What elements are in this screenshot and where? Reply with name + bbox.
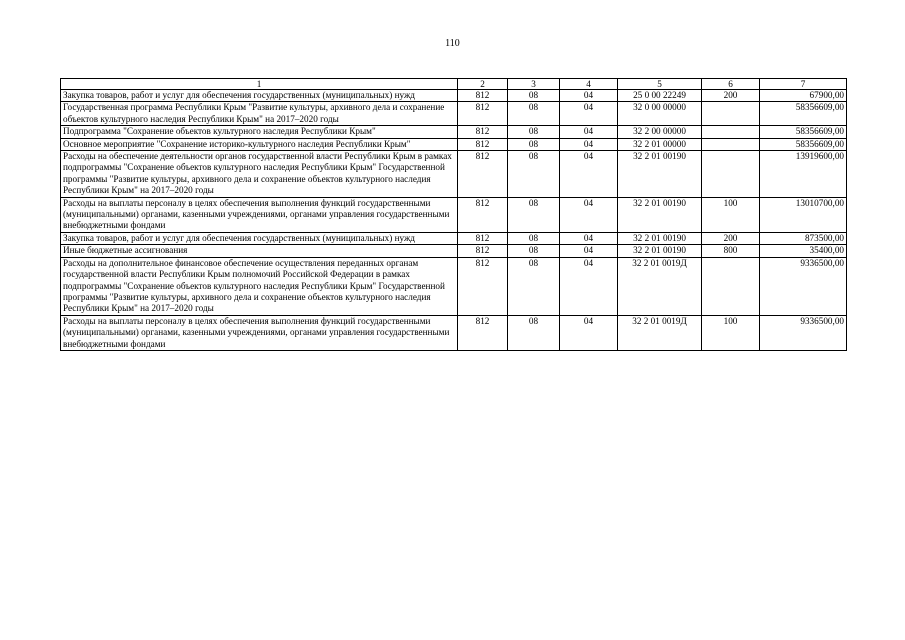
row-vr — [702, 138, 760, 150]
row-pr: 04 — [560, 102, 618, 126]
row-name: Подпрограмма "Сохранение объектов культурного наследия Республики Крым" — [61, 126, 458, 138]
row-vr — [702, 257, 760, 315]
row-rz: 08 — [508, 245, 560, 257]
row-pr: 04 — [560, 90, 618, 102]
page-number: 110 — [445, 38, 460, 49]
row-pr: 04 — [560, 315, 618, 350]
row-sum: 35400,00 — [760, 245, 847, 257]
row-pr: 04 — [560, 232, 618, 244]
header-cell: 2 — [458, 79, 508, 90]
row-name: Расходы на выплаты персоналу в целях обеспечения выполнения функций государственными (муниципальными) органами, казенными учреждениями, органами управления государственными внебюджетными фондами — [61, 315, 458, 350]
table-row — [61, 138, 847, 150]
row-vr: 100 — [702, 315, 760, 350]
row-csr: 32 2 01 00190 — [618, 232, 702, 244]
row-pr: 04 — [560, 245, 618, 257]
row-grbs: 812 — [458, 102, 508, 126]
row-csr: 32 0 00 00000 — [618, 102, 702, 126]
row-csr: 32 2 01 00000 — [618, 138, 702, 150]
row-name: Закупка товаров, работ и услуг для обеспечения государственных (муниципальных) нужд — [61, 90, 458, 102]
row-grbs: 812 — [458, 257, 508, 315]
row-rz: 08 — [508, 102, 560, 126]
row-vr: 200 — [702, 90, 760, 102]
row-name: Расходы на выплаты персоналу в целях обеспечения выполнения функций государственными (муниципальными) органами, казенными учреждениями, органами управления государственными внебюджетными фондами — [61, 197, 458, 232]
row-csr: 25 0 00 22249 — [618, 90, 702, 102]
header-cell: 3 — [508, 79, 560, 90]
row-rz: 08 — [508, 197, 560, 232]
row-vr: 800 — [702, 245, 760, 257]
row-csr: 32 2 01 0019Д — [618, 257, 702, 315]
row-vr — [702, 126, 760, 138]
row-grbs: 812 — [458, 90, 508, 102]
row-grbs: 812 — [458, 138, 508, 150]
row-rz: 08 — [508, 151, 560, 198]
row-csr: 32 2 01 00190 — [618, 151, 702, 198]
row-grbs: 812 — [458, 151, 508, 198]
row-grbs: 812 — [458, 197, 508, 232]
row-rz: 08 — [508, 257, 560, 315]
table-row — [61, 151, 847, 198]
budget-table — [60, 78, 847, 351]
row-sum: 58356609,00 — [760, 138, 847, 150]
table-row — [61, 197, 847, 232]
row-pr: 04 — [560, 257, 618, 315]
row-vr — [702, 151, 760, 198]
row-sum: 58356609,00 — [760, 126, 847, 138]
row-vr — [702, 102, 760, 126]
header-row — [61, 79, 847, 90]
row-sum: 873500,00 — [760, 232, 847, 244]
row-pr: 04 — [560, 151, 618, 198]
row-sum: 9336500,00 — [760, 315, 847, 350]
row-rz: 08 — [508, 126, 560, 138]
row-grbs: 812 — [458, 126, 508, 138]
header-cell: 6 — [702, 79, 760, 90]
table-row — [61, 315, 847, 350]
row-pr: 04 — [560, 138, 618, 150]
row-sum: 58356609,00 — [760, 102, 847, 126]
row-sum: 13919600,00 — [760, 151, 847, 198]
row-pr: 04 — [560, 126, 618, 138]
row-rz: 08 — [508, 232, 560, 244]
row-csr: 32 2 01 0019Д — [618, 315, 702, 350]
row-sum: 9336500,00 — [760, 257, 847, 315]
row-csr: 32 2 01 00190 — [618, 197, 702, 232]
row-name: Иные бюджетные ассигнования — [61, 245, 458, 257]
row-name: Расходы на обеспечение деятельности органов государственной власти Республики Крым в рамках подпрограммы "Сохранение объектов культурного наследия Республики Крым" Государственной программы "Развитие культуры, архивного дела и сохранение объектов культурного наследия Республики Крым" на 2017–2020 годы — [61, 151, 458, 198]
row-rz: 08 — [508, 138, 560, 150]
row-name: Закупка товаров, работ и услуг для обеспечения государственных (муниципальных) нужд — [61, 232, 458, 244]
header-cell: 1 — [61, 79, 458, 90]
row-pr: 04 — [560, 197, 618, 232]
row-grbs: 812 — [458, 245, 508, 257]
header-cell: 4 — [560, 79, 618, 90]
table-row — [61, 90, 847, 102]
row-csr: 32 2 01 00190 — [618, 245, 702, 257]
row-name: Расходы на дополнительное финансовое обеспечение осуществления переданных органам государственной власти Республики Крым полномочий Российской Федерации в рамках подпрограммы "Сохранение объектов культурного наследия Республики Крым" Государственной программы "Развитие культуры, архивного дела и сохранение объектов культурного наследия Республики Крым" на 2017–2020 годы — [61, 257, 458, 315]
row-name: Основное мероприятие "Сохранение историко-культурного наследия Республики Крым" — [61, 138, 458, 150]
row-csr: 32 2 00 00000 — [618, 126, 702, 138]
row-name: Государственная программа Республики Крым "Развитие культуры, архивного дела и сохранение объектов культурного наследия Республики Крым" на 2017–2020 годы — [61, 102, 458, 126]
table-row — [61, 126, 847, 138]
row-rz: 08 — [508, 90, 560, 102]
row-vr: 200 — [702, 232, 760, 244]
row-grbs: 812 — [458, 315, 508, 350]
row-sum: 13010700,00 — [760, 197, 847, 232]
table-row — [61, 245, 847, 257]
row-grbs: 812 — [458, 232, 508, 244]
table-row — [61, 102, 847, 126]
table-row — [61, 257, 847, 315]
table-row — [61, 232, 847, 244]
row-sum: 67900,00 — [760, 90, 847, 102]
header-cell: 7 — [760, 79, 847, 90]
row-rz: 08 — [508, 315, 560, 350]
row-vr: 100 — [702, 197, 760, 232]
header-cell: 5 — [618, 79, 702, 90]
